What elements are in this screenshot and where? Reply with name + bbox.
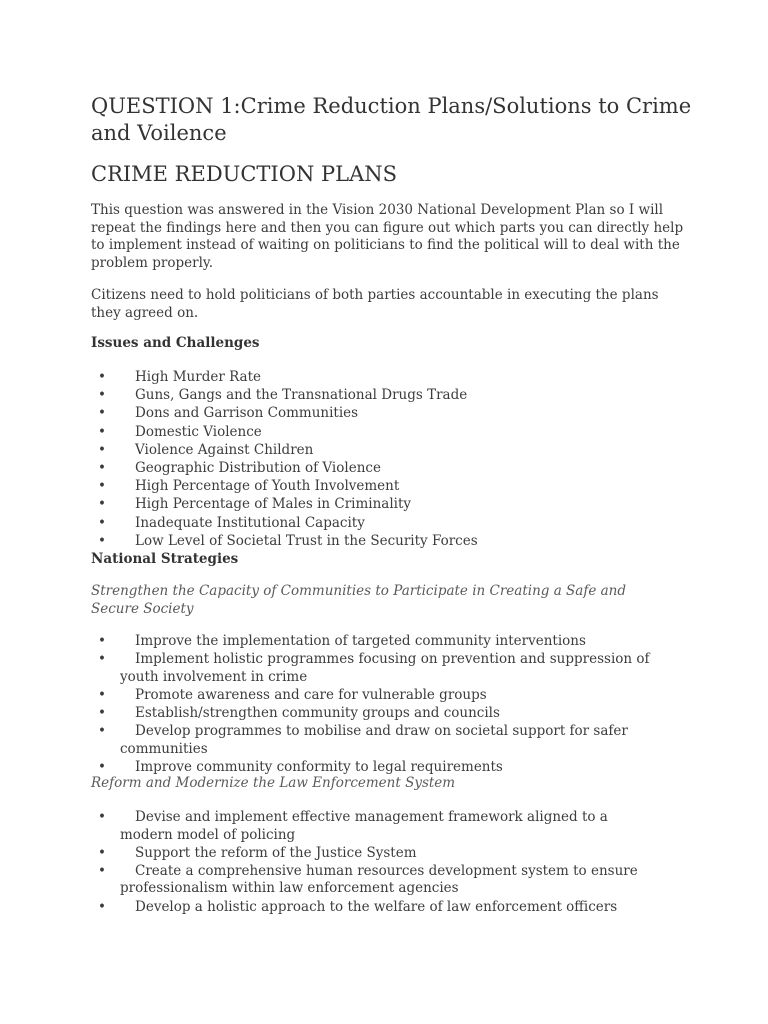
community-strategies-list xyxy=(91,633,651,777)
national-strategies-heading: National Strategies xyxy=(91,551,239,567)
list-item: • Geographic Distribution of Violence xyxy=(98,459,381,476)
list-item: • Low Level of Societal Trust in the Security Forces xyxy=(98,532,478,549)
list-item: • Improve community conformity to legal requirements xyxy=(98,758,503,775)
bullet-icon: • xyxy=(98,898,106,915)
bullet-icon: • xyxy=(98,514,106,531)
bullet-icon: • xyxy=(98,459,106,476)
list-item: • Promote awareness and care for vulnerable groups xyxy=(98,686,487,703)
list-item: • Improve the implementation of targeted community interventions xyxy=(98,633,586,649)
issues-list xyxy=(91,369,651,551)
list-item: • Violence Against Children xyxy=(98,441,314,458)
law-enforcement-strategies-list xyxy=(91,809,651,917)
bullet-icon: • xyxy=(98,723,106,740)
bullet-icon: • xyxy=(98,633,106,649)
bullet-icon: • xyxy=(98,478,106,495)
intro-paragraph: This question was answered in the Vision 2030 National Development Plan so I will repeat the findings here and then you can figure out which parts you can directly help to implement instead of waiting on politicians to find the political will to deal with the problem properly. xyxy=(91,202,684,271)
list-item: • High Percentage of Males in Criminality xyxy=(98,496,412,513)
strategy-group-title: Strengthen the Capacity of Communities to Participate in Creating a Safe and Secure Society xyxy=(91,583,627,617)
list-item: • Implement holistic programmes focusing on prevention and suppression of youth involvement in crime xyxy=(98,651,650,685)
list-item: • Create a comprehensive human resources development system to ensure professionalism within law enforcement agencies xyxy=(98,862,638,897)
bullet-icon: • xyxy=(98,405,106,422)
list-item: • High Percentage of Youth Involvement xyxy=(98,478,400,495)
list-item: • Develop a holistic approach to the welfare of law enforcement officers xyxy=(98,898,618,915)
bullet-icon: • xyxy=(98,651,106,668)
page-title: QUESTION 1:Crime Reduction Plans/Solutions to Crime and Voilence xyxy=(91,94,692,145)
bullet-icon: • xyxy=(98,844,106,861)
list-item: • Dons and Garrison Communities xyxy=(98,405,359,422)
bullet-icon: • xyxy=(98,686,106,703)
bullet-icon: • xyxy=(98,387,106,404)
accountability-paragraph: Citizens need to hold politicians of both parties accountable in executing the plans they agreed on. xyxy=(91,287,659,321)
list-item: • Devise and implement effective management framework aligned to a modern model of policing xyxy=(98,809,608,843)
issues-heading: Issues and Challenges xyxy=(91,335,260,351)
bullet-icon: • xyxy=(98,758,106,775)
list-item: • Develop programmes to mobilise and draw on societal support for safer communities xyxy=(98,723,628,757)
list-item: • Support the reform of the Justice System xyxy=(98,844,417,861)
bullet-icon: • xyxy=(98,423,106,440)
bullet-icon: • xyxy=(98,496,106,513)
list-item: • Domestic Violence xyxy=(98,423,262,440)
bullet-icon: • xyxy=(98,809,106,825)
list-item: • Guns, Gangs and the Transnational Drugs Trade xyxy=(98,387,468,404)
strategy-group-title: Reform and Modernize the Law Enforcement System xyxy=(91,775,456,791)
bullet-icon: • xyxy=(98,441,106,458)
list-item: • High Murder Rate xyxy=(98,369,262,385)
bullet-icon: • xyxy=(98,369,106,385)
bullet-icon: • xyxy=(98,532,106,549)
list-item: • Inadequate Institutional Capacity xyxy=(98,514,365,531)
section-heading: CRIME REDUCTION PLANS xyxy=(91,162,397,186)
list-item: • Establish/strengthen community groups and councils xyxy=(98,705,500,722)
bullet-icon: • xyxy=(98,862,106,879)
bullet-icon: • xyxy=(98,705,106,722)
